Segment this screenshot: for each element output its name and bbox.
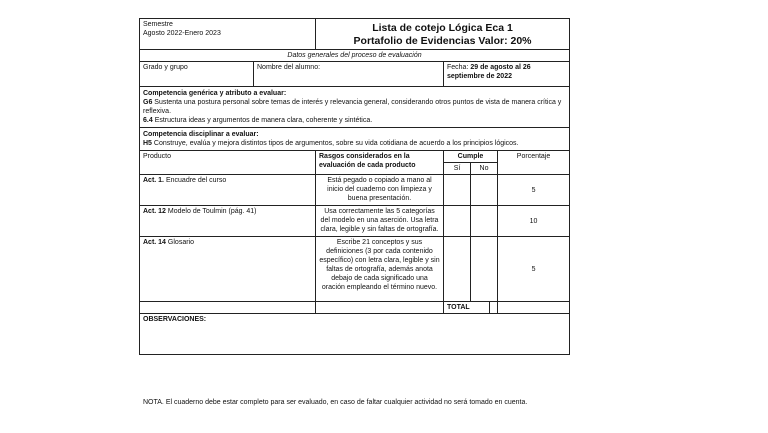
traits-header: Rasgos considerados en la evaluación de cada producto <box>316 151 444 175</box>
g6-code: G6 <box>143 99 153 106</box>
observations-row <box>140 314 570 355</box>
semester-cell <box>140 19 316 50</box>
no-cell <box>471 175 498 206</box>
act-name: Modelo de Toulmin (pág. 41) <box>167 208 257 215</box>
act-code: Act. 1. <box>143 177 165 184</box>
general-section-title: Datos generales del proceso de evaluación <box>140 50 570 62</box>
student-cell <box>254 62 444 87</box>
table-row <box>140 237 570 302</box>
disciplinary-competence-row <box>140 128 570 151</box>
table-row <box>140 206 570 237</box>
student-label: Nombre del alumno: <box>257 64 321 71</box>
no-cell <box>471 237 498 302</box>
act-name: Glosario <box>167 239 194 246</box>
attr-64-text: Estructura ideas y argumentos de manera clara, coherente y sintética. <box>154 117 373 124</box>
si-cell <box>444 175 471 206</box>
date-cell <box>444 62 570 87</box>
semester-label: Semestre <box>143 21 173 28</box>
generic-competence-heading: Competencia genérica y atributo a evaluar: <box>143 90 287 97</box>
no-header: No <box>471 163 498 175</box>
no-cell <box>471 206 498 237</box>
checklist-document <box>139 18 569 355</box>
act-code: Act. 14 <box>143 239 166 246</box>
header-row <box>140 19 570 50</box>
total-label: TOTAL <box>444 302 490 314</box>
general-data-row <box>140 62 570 87</box>
percent-header: Porcentaje <box>498 151 570 175</box>
g6-text: Sustenta una postura personal sobre temas de interés y relevancia general, considerando otros puntos de vista de manera crítica y reflexiva. <box>143 99 562 115</box>
attr-64-code: 6.4 <box>143 117 153 124</box>
note-text: NOTA. El cuaderno debe estar completo para ser evaluado, en caso de faltar cualquier actividad no será tomado en cuenta. <box>143 399 528 406</box>
date-label: Fecha: <box>447 64 469 71</box>
group-label: Grado y grupo <box>143 64 188 71</box>
document-subtitle: Portafolio de Evidencias Valor: 20% <box>353 35 532 47</box>
h5-text: Construye, evalúa y mejora distintos tipos de argumentos, sobre su vida cotidiana de acuerdo a los principios lógicos. <box>153 140 519 147</box>
document-title: Lista de cotejo Lógica Eca 1 <box>372 22 513 34</box>
title-cell <box>316 19 570 50</box>
cumple-header: Cumple <box>444 151 498 163</box>
act-name: Encuadre del curso <box>165 177 227 184</box>
si-cell <box>444 237 471 302</box>
observations-label: OBSERVACIONES: <box>140 314 570 355</box>
product-header: Producto <box>140 151 316 175</box>
date-value: 29 de agosto al 26 septiembre de 2022 <box>447 64 531 80</box>
si-header: Sí <box>444 163 471 175</box>
table-row <box>140 175 570 206</box>
total-row <box>140 302 570 314</box>
checklist-table <box>139 18 570 355</box>
act-trait: Escribe 21 conceptos y sus definiciones (3 por cada contenido específico) con letra clara, legible y sin faltas de ortografía, además anota debajo de cada significado una oración empleando el término nuevo. <box>316 237 444 302</box>
act-code: Act. 12 <box>143 208 166 215</box>
act-percent: 10 <box>498 206 570 237</box>
group-cell <box>140 62 254 87</box>
act-percent: 5 <box>498 237 570 302</box>
si-cell <box>444 206 471 237</box>
act-trait: Usa correctamente las 5 categorías del modelo en una aserción. Usa letra clara, legible y sin faltas de ortografía. <box>316 206 444 237</box>
act-percent: 5 <box>498 175 570 206</box>
table-header-row <box>140 151 570 163</box>
h5-code: H5 <box>143 140 152 147</box>
semester-value: Agosto 2022-Enero 2023 <box>143 30 221 37</box>
total-value-cell <box>498 302 570 314</box>
act-trait: Está pegado o copiado a mano al inicio del cuaderno con limpieza y buena presentación. <box>316 175 444 206</box>
generic-competence-row <box>140 87 570 128</box>
disciplinary-competence-heading: Competencia disciplinar a evaluar: <box>143 131 259 138</box>
